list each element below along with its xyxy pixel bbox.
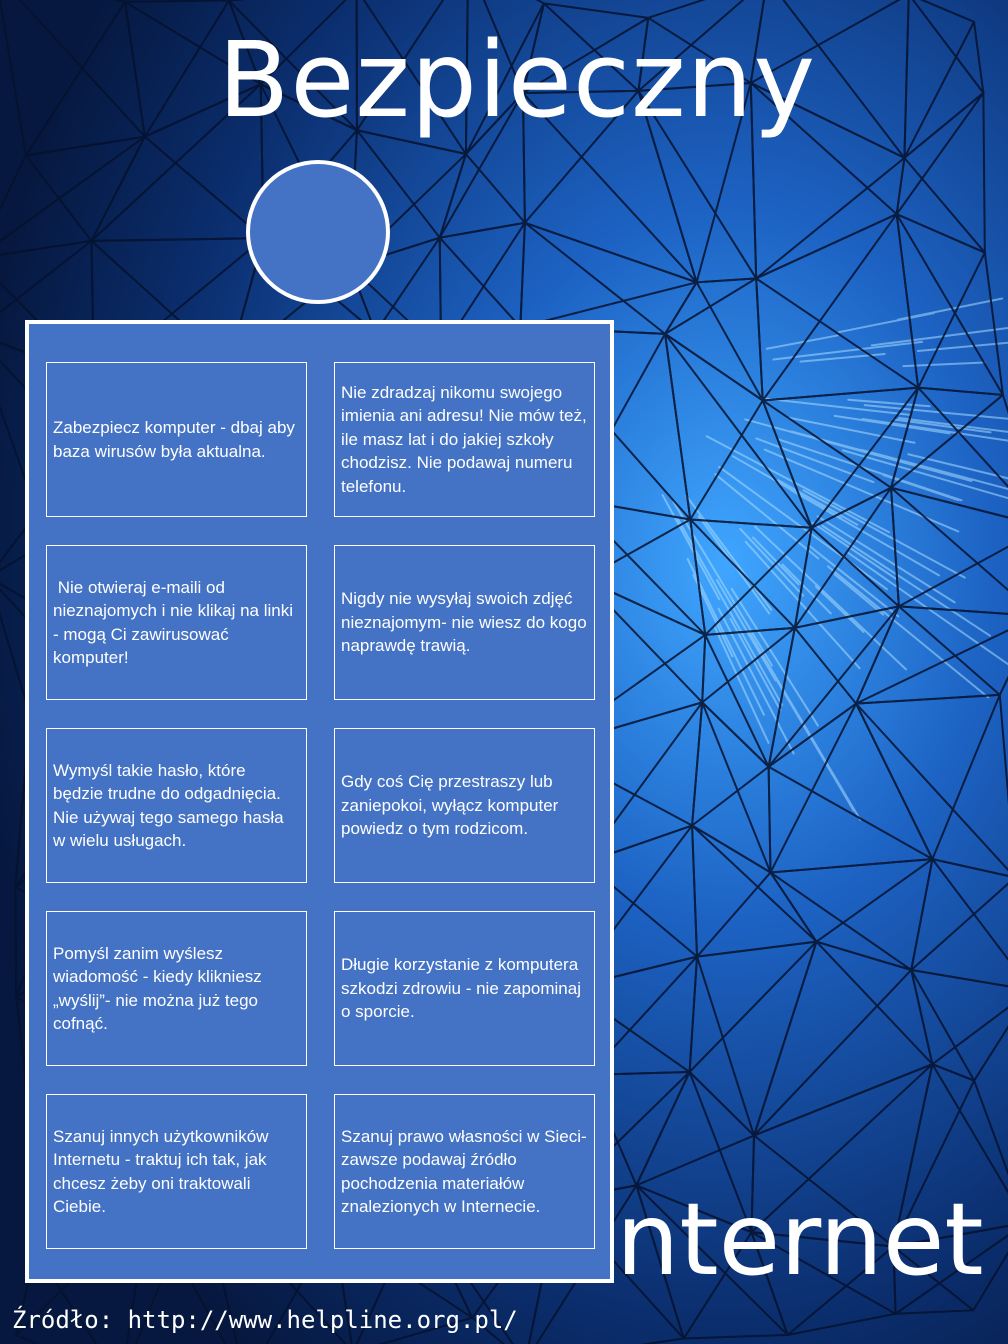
- tip-card: [334, 545, 595, 700]
- tip-text: Szanuj innych użytkowników Internetu - traktuj ich tak, jak chcesz żeby oni traktowali Ciebie.: [53, 1126, 269, 1216]
- source-caption: Źródło: http://www.helpline.org.pl/: [12, 1306, 518, 1334]
- tip-text: Zabezpiecz komputer - dbaj aby baza wirusów była aktualna.: [53, 418, 295, 461]
- tip-text: Szanuj prawo własności w Sieci- zawsze podawaj źródło pochodzenia materiałów znalezionych w Internecie.: [341, 1126, 587, 1216]
- tip-text: Pomyśl zanim wyślesz wiadomość - kiedy klikniesz „wyślij”- nie można już tego cofnąć.: [53, 943, 262, 1033]
- tip-card: [46, 728, 307, 883]
- tip-card: [334, 1094, 595, 1249]
- tip-card: [334, 911, 595, 1066]
- tip-card: [46, 911, 307, 1066]
- tip-text: Nigdy nie wysyłaj swoich zdjęć nieznajomym- nie wiesz do kogo naprawdę trawią.: [341, 589, 587, 656]
- tip-card: [46, 1094, 307, 1249]
- tip-card: [334, 362, 595, 517]
- tip-card: [46, 362, 307, 517]
- decorative-circle: [246, 160, 390, 304]
- tip-card: [334, 728, 595, 883]
- tip-text: Gdy coś Cię przestraszy lub zaniepokoi, wyłącz komputer powiedz o tym rodzicom.: [341, 772, 559, 839]
- tip-text: Nie zdradzaj nikomu swojego imienia ani adresu! Nie mów też, ile masz lat i do jakiej szkoły chodzisz. Nie podawaj numeru telefonu.: [341, 382, 587, 496]
- tip-text: Wymyśl takie hasło, które będzie trudne do odgadnięcia. Nie używaj tego samego hasła w wielu usługach.: [53, 760, 284, 850]
- tip-text: Nie otwieraj e-maili od nieznajomych i nie klikaj na linki - mogą Ci zawirusować komputer!: [53, 577, 298, 667]
- title-tail: nternet: [616, 1181, 984, 1298]
- page-title: Bezpieczny: [218, 19, 817, 141]
- tips-panel: [25, 320, 614, 1283]
- tip-text: Długie korzystanie z komputera szkodzi zdrowiu - nie zapominaj o sporcie.: [341, 955, 581, 1022]
- tip-card: [46, 545, 307, 700]
